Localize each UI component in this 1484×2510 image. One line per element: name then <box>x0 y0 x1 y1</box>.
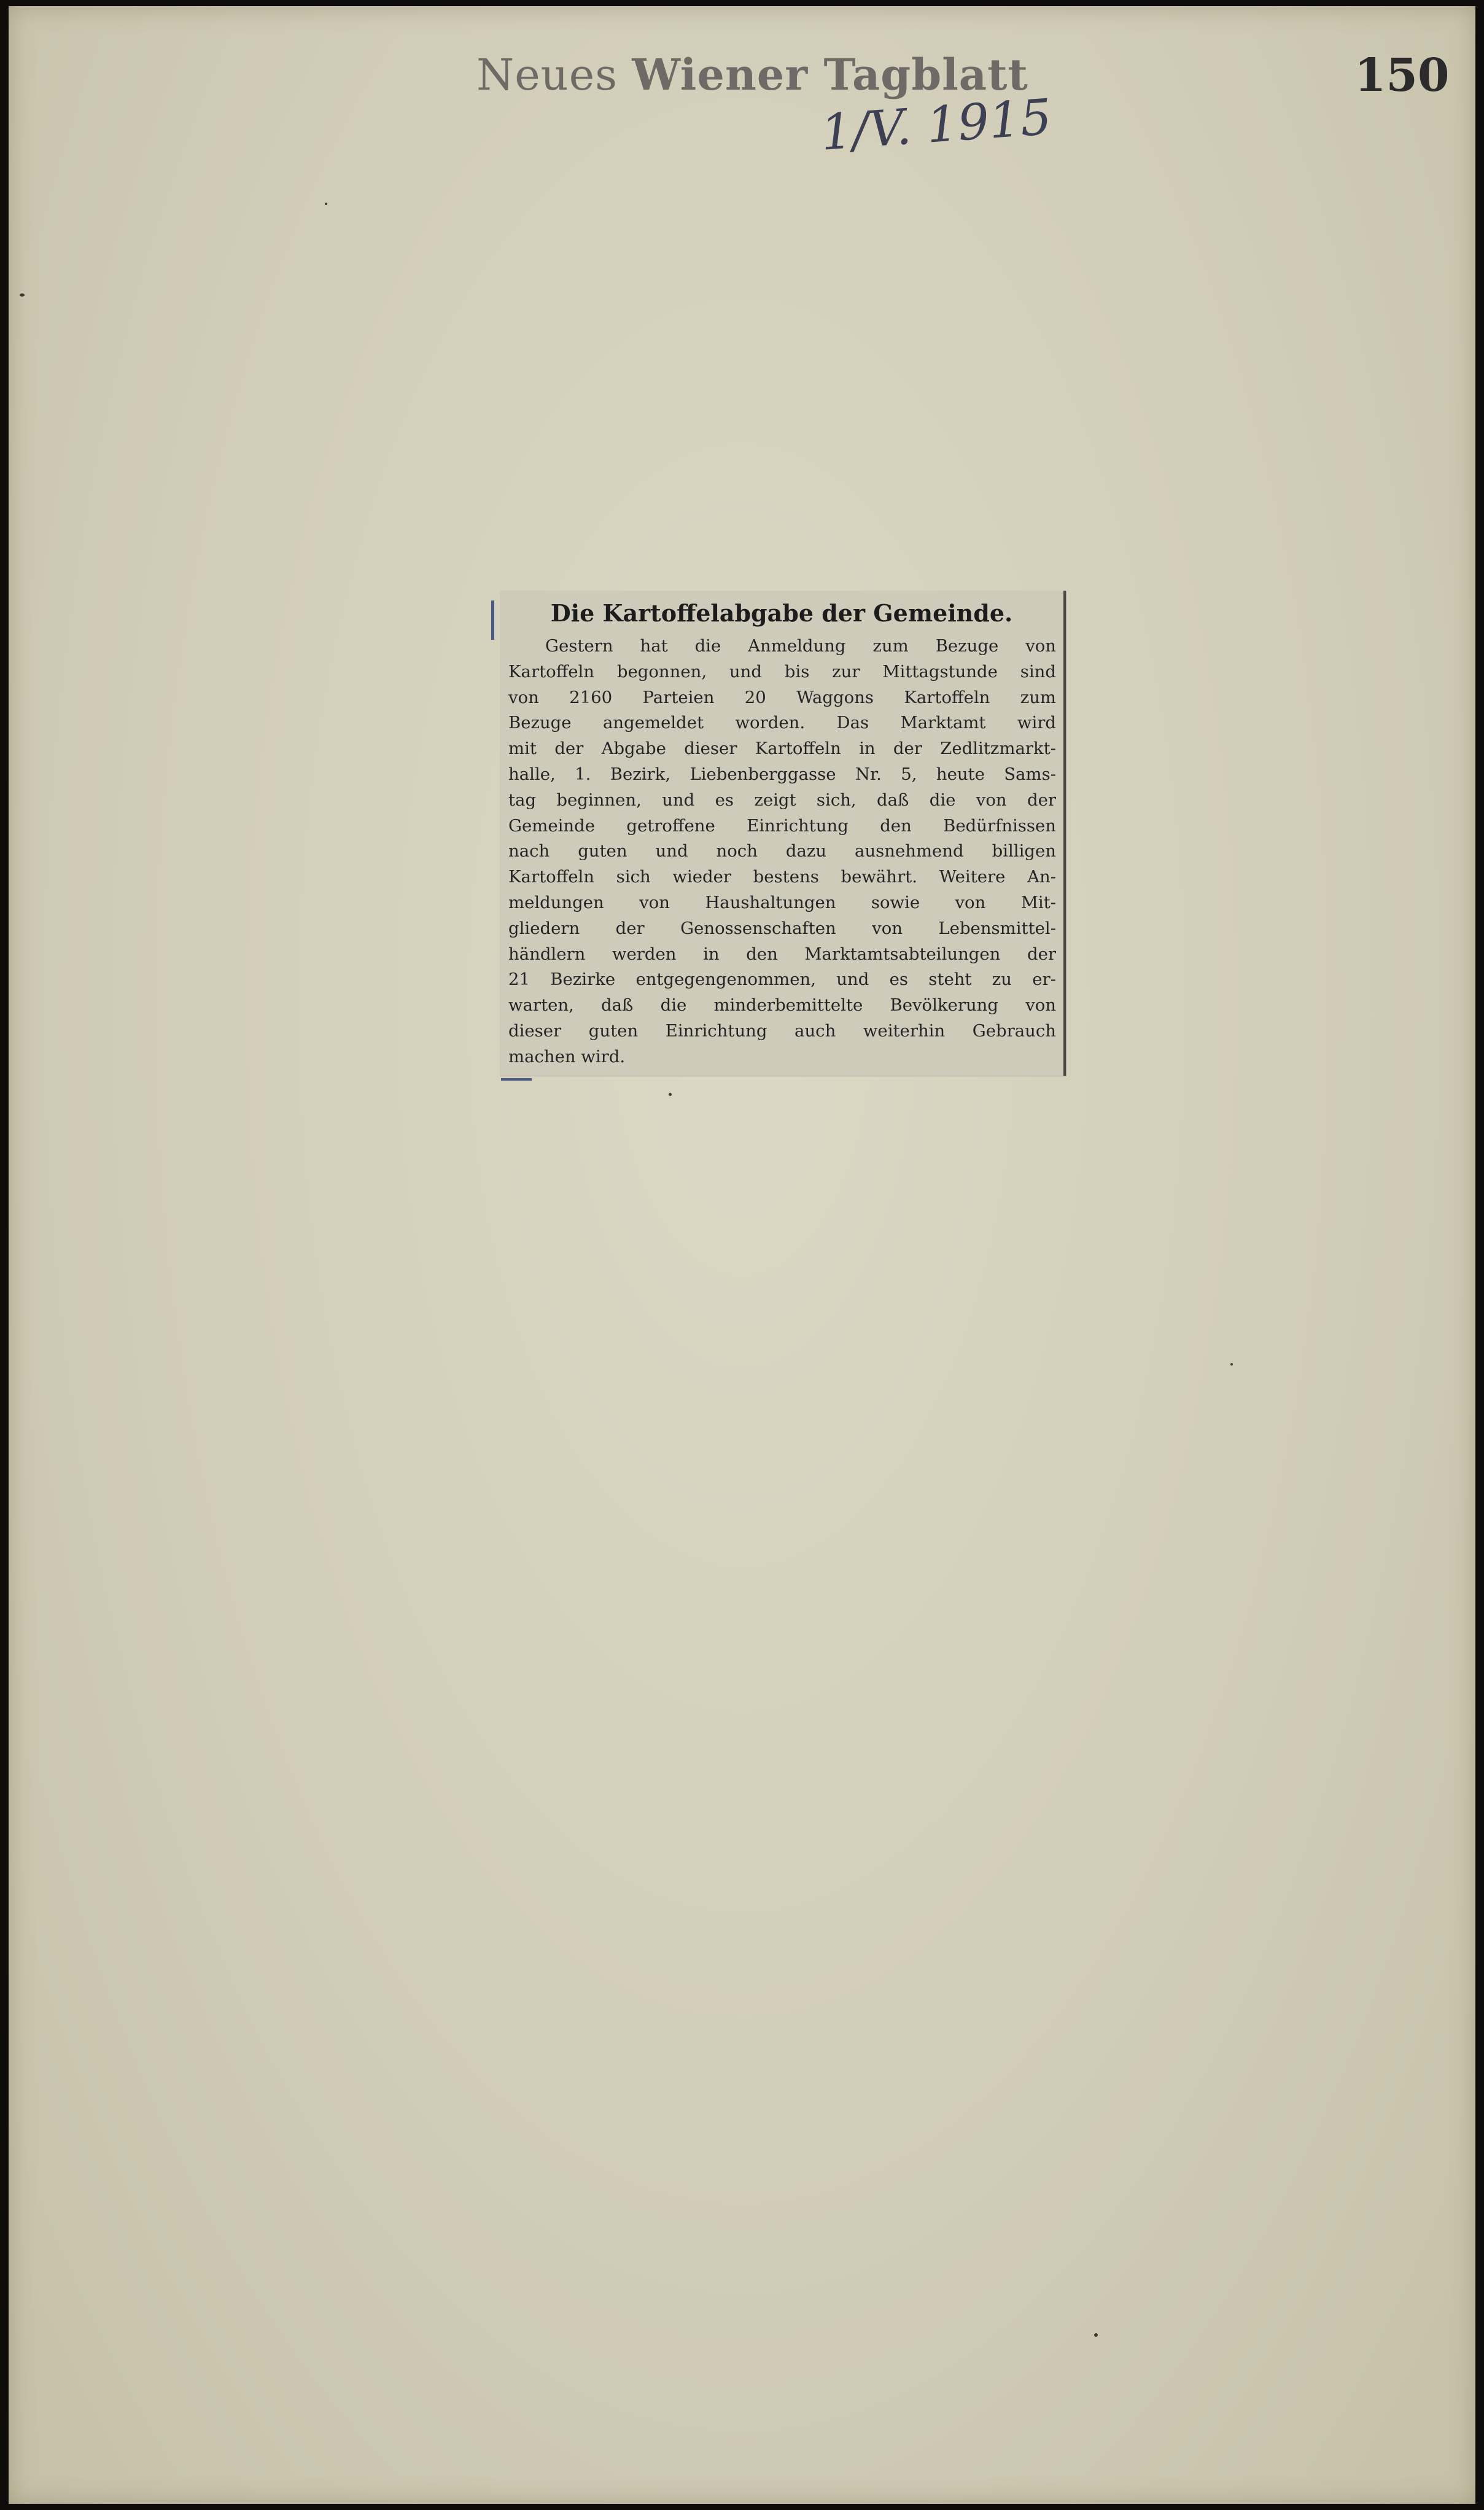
paper-speck <box>1094 2333 1098 2337</box>
article-line: von 2160 Parteien 20 Waggons Kartoffeln zum <box>508 687 1056 707</box>
paper-speck <box>325 203 327 205</box>
article-line: dieser guten Einrichtung auch weiterhin Gebrauch <box>508 1020 1056 1041</box>
page-number: 150 <box>1354 49 1450 102</box>
article-line: tag beginnen, und es zeigt sich, daß die von der <box>508 790 1056 810</box>
article-line: Kartoffeln sich wieder bestens bewährt. Weitere An- <box>508 867 1056 887</box>
article-line: nach guten und noch dazu ausnehmend billigen <box>508 841 1056 861</box>
blue-pencil-underline <box>501 1078 532 1081</box>
article-line: machen wird. <box>508 1046 626 1067</box>
stamp-part-neues: Neues <box>476 50 632 100</box>
stamp-part-wiener-tagblatt: Wiener Tagblatt <box>632 49 1028 100</box>
article-line: mit der Abgabe dieser Kartoffeln in der Zedlitzmarkt- <box>508 739 1056 759</box>
article-title: Die Kartoffelabgabe der Gemeinde. <box>550 599 1013 627</box>
article-line: 21 Bezirke entgegengenommen, und es steht zu er- <box>508 969 1056 990</box>
article-line: Gestern hat die Anmeldung zum Bezuge von <box>545 636 1056 656</box>
paper-speck <box>20 293 25 297</box>
handwritten-date: 1/V. 1915 <box>819 88 1054 161</box>
blue-pencil-mark <box>491 600 494 640</box>
article-line: händlern werden in den Marktamtsabteilungen der <box>508 944 1056 964</box>
article-line: Gemeinde getroffene Einrichtung den Bedürfnissen <box>508 815 1056 836</box>
article-body <box>508 634 1056 1070</box>
article-line: meldungen von Haushaltungen sowie von Mit- <box>508 892 1056 912</box>
paper-speck <box>669 1093 672 1096</box>
article-line: halle, 1. Bezirk, Liebenberggasse Nr. 5, heute Sams- <box>508 764 1056 784</box>
article-line: gliedern der Genossenschaften von Lebensmittel- <box>508 918 1056 938</box>
archive-sheet <box>9 6 1475 2504</box>
paper-speck <box>1230 1363 1233 1366</box>
article-line: Kartoffeln begonnen, und bis zur Mittagstunde sind <box>508 661 1056 682</box>
article-line: warten, daß die minderbemittelte Bevölkerung von <box>508 995 1056 1016</box>
newspaper-name-stamp <box>476 49 1028 100</box>
article-line: Bezuge angemeldet worden. Das Marktamt wird <box>508 713 1056 733</box>
newspaper-clipping <box>500 591 1066 1076</box>
